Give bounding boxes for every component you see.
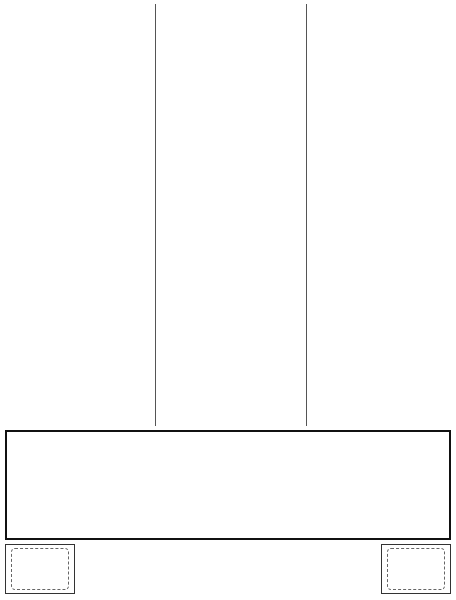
footer-bar: [5, 544, 451, 594]
text-columns: [5, 4, 451, 426]
seal-right-icon: [11, 548, 69, 590]
bordered-passage: [5, 430, 451, 540]
seal-right: [5, 544, 75, 594]
column-left: [5, 4, 149, 426]
footer-text: [79, 544, 377, 594]
column-middle: [155, 4, 300, 426]
column-right: [306, 4, 451, 426]
seal-left: [381, 544, 451, 594]
seal-left-icon: [387, 548, 445, 590]
